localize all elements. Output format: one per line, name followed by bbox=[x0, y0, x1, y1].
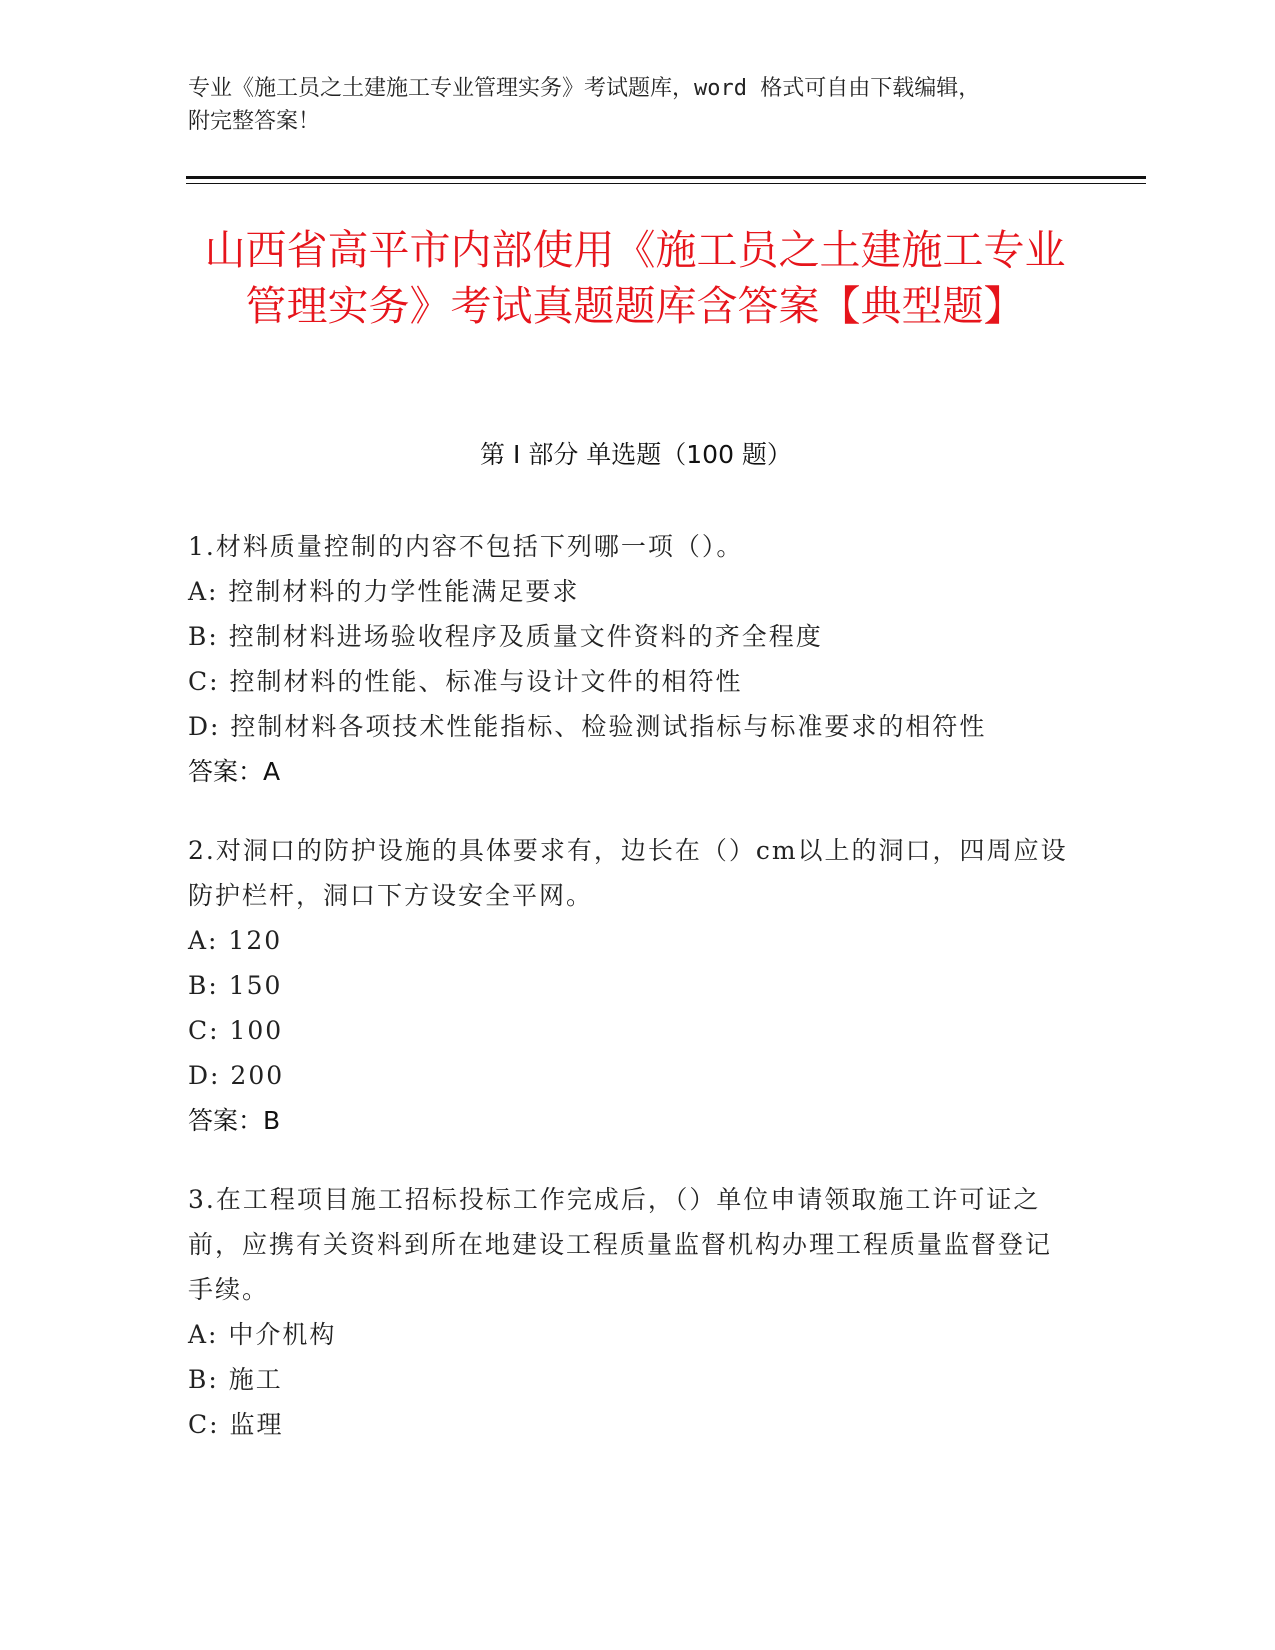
option-a: A: 120 bbox=[188, 926, 283, 955]
section-heading: 第 I 部分 单选题（100 题） bbox=[480, 440, 792, 469]
option-d: D: 控制材料各项技术性能指标、检验测试指标与标准要求的相符性 bbox=[188, 712, 987, 741]
question-stem: 3.在工程项目施工招标投标工作完成后，（）单位申请领取施工许可证之前，应携有关资料到所在地建设工程质量监督机构办理工程质量监督登记手续。 bbox=[188, 1185, 1053, 1304]
header-note-line-2: 附完整答案！ bbox=[188, 109, 321, 134]
header-note bbox=[188, 72, 1068, 138]
question-3 bbox=[188, 1177, 1068, 1447]
header-divider-thick bbox=[186, 176, 1146, 179]
header-note-line-1: 专业《施工员之土建施工专业管理实务》考试题库，word 格式可自由下载编辑， bbox=[188, 76, 981, 101]
question-stem: 1.材料质量控制的内容不包括下列哪一项（）。 bbox=[188, 532, 744, 561]
answer-line: 答案：B bbox=[188, 1106, 281, 1135]
option-c: C: 100 bbox=[188, 1016, 284, 1045]
header-divider-thin bbox=[186, 183, 1146, 184]
question-1 bbox=[188, 524, 1068, 794]
option-b: B: 控制材料进场验收程序及质量文件资料的齐全程度 bbox=[188, 622, 823, 651]
option-c: C: 控制材料的性能、标准与设计文件的相符性 bbox=[188, 667, 743, 696]
option-a: A: 中介机构 bbox=[188, 1320, 337, 1349]
option-b: B: 150 bbox=[188, 971, 283, 1000]
option-b: B: 施工 bbox=[188, 1365, 283, 1394]
option-a: A: 控制材料的力学性能满足要求 bbox=[188, 577, 580, 606]
option-d: D: 200 bbox=[188, 1061, 285, 1090]
option-c: C: 监理 bbox=[188, 1410, 284, 1439]
document-title: 山西省高平市内部使用《施工员之土建施工专业管理实务》考试真题题库含答案【典型题】 bbox=[204, 226, 1066, 330]
answer-line: 答案：A bbox=[188, 757, 281, 786]
question-stem: 2.对洞口的防护设施的具体要求有，边长在（）cm以上的洞口，四周应设防护栏杆，洞口下方设安全平网。 bbox=[188, 836, 1068, 910]
question-2 bbox=[188, 828, 1068, 1143]
question-list bbox=[188, 524, 1068, 1481]
